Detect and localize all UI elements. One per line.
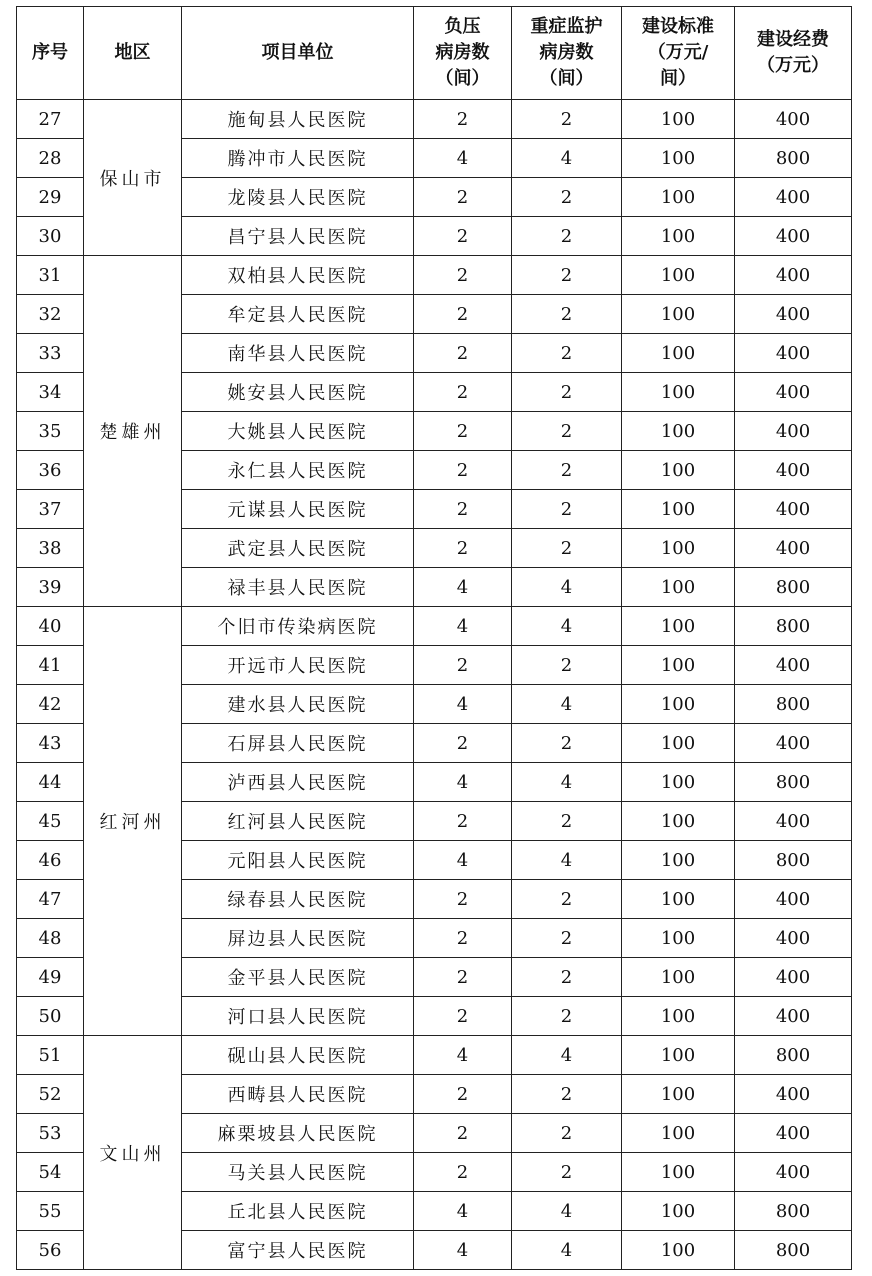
cell-serial: 51 [17, 1036, 84, 1075]
cell-unit: 腾冲市人民医院 [182, 139, 414, 178]
cell-funds: 800 [735, 1036, 852, 1075]
cell-icu-rooms: 2 [512, 646, 622, 685]
cell-negative-pressure-rooms: 2 [414, 880, 512, 919]
header-line: （万元） [757, 55, 829, 76]
cell-icu-rooms: 4 [512, 568, 622, 607]
cell-serial: 37 [17, 490, 84, 529]
cell-funds: 400 [735, 1114, 852, 1153]
cell-funds: 400 [735, 490, 852, 529]
cell-unit: 红河县人民医院 [182, 802, 414, 841]
cell-negative-pressure-rooms: 2 [414, 490, 512, 529]
cell-negative-pressure-rooms: 2 [414, 295, 512, 334]
cell-serial: 29 [17, 178, 84, 217]
cell-funds: 400 [735, 880, 852, 919]
cell-region: 文山州 [84, 1036, 182, 1270]
cell-serial: 55 [17, 1192, 84, 1231]
cell-funds: 800 [735, 1231, 852, 1270]
cell-negative-pressure-rooms: 2 [414, 451, 512, 490]
cell-negative-pressure-rooms: 2 [414, 178, 512, 217]
cell-standard: 100 [622, 412, 735, 451]
header-line: 重症监护 [530, 16, 603, 37]
cell-serial: 53 [17, 1114, 84, 1153]
cell-unit: 元谋县人民医院 [182, 490, 414, 529]
cell-standard: 100 [622, 139, 735, 178]
cell-icu-rooms: 4 [512, 1231, 622, 1270]
cell-serial: 27 [17, 100, 84, 139]
cell-negative-pressure-rooms: 2 [414, 1153, 512, 1192]
cell-icu-rooms: 2 [512, 490, 622, 529]
cell-icu-rooms: 2 [512, 1153, 622, 1192]
cell-icu-rooms: 4 [512, 607, 622, 646]
cell-unit: 河口县人民医院 [182, 997, 414, 1036]
cell-funds: 800 [735, 1192, 852, 1231]
cell-funds: 400 [735, 295, 852, 334]
cell-serial: 42 [17, 685, 84, 724]
cell-unit: 屏边县人民医院 [182, 919, 414, 958]
cell-serial: 45 [17, 802, 84, 841]
cell-icu-rooms: 2 [512, 958, 622, 997]
cell-icu-rooms: 2 [512, 373, 622, 412]
cell-serial: 50 [17, 997, 84, 1036]
cell-standard: 100 [622, 295, 735, 334]
cell-standard: 100 [622, 1075, 735, 1114]
cell-serial: 38 [17, 529, 84, 568]
cell-funds: 400 [735, 256, 852, 295]
cell-standard: 100 [622, 1153, 735, 1192]
header-line: 建设标准 [642, 16, 714, 37]
cell-icu-rooms: 2 [512, 451, 622, 490]
cell-funds: 400 [735, 724, 852, 763]
cell-serial: 47 [17, 880, 84, 919]
cell-unit: 大姚县人民医院 [182, 412, 414, 451]
cell-unit: 牟定县人民医院 [182, 295, 414, 334]
cell-funds: 400 [735, 217, 852, 256]
table-body [17, 100, 852, 1270]
cell-standard: 100 [622, 1192, 735, 1231]
col-header-negative-pressure-rooms [414, 7, 512, 100]
cell-icu-rooms: 4 [512, 763, 622, 802]
header-line: 建设经费 [757, 29, 829, 50]
cell-unit: 富宁县人民医院 [182, 1231, 414, 1270]
cell-funds: 800 [735, 568, 852, 607]
cell-icu-rooms: 4 [512, 685, 622, 724]
cell-negative-pressure-rooms: 4 [414, 1231, 512, 1270]
col-header-construction-funds [735, 7, 852, 100]
col-header-serial [17, 7, 84, 100]
cell-negative-pressure-rooms: 2 [414, 1114, 512, 1153]
col-header-unit [182, 7, 414, 100]
cell-unit: 开远市人民医院 [182, 646, 414, 685]
cell-serial: 48 [17, 919, 84, 958]
cell-unit: 个旧市传染病医院 [182, 607, 414, 646]
cell-region: 红河州 [84, 607, 182, 1036]
cell-unit: 施甸县人民医院 [182, 100, 414, 139]
header-line: 间） [660, 68, 696, 89]
cell-icu-rooms: 2 [512, 802, 622, 841]
cell-region: 楚雄州 [84, 256, 182, 607]
cell-serial: 30 [17, 217, 84, 256]
header-line: 地区 [114, 42, 151, 63]
cell-funds: 400 [735, 334, 852, 373]
cell-serial: 41 [17, 646, 84, 685]
cell-unit: 泸西县人民医院 [182, 763, 414, 802]
cell-unit: 麻栗坡县人民医院 [182, 1114, 414, 1153]
cell-icu-rooms: 2 [512, 178, 622, 217]
cell-standard: 100 [622, 334, 735, 373]
cell-unit: 武定县人民医院 [182, 529, 414, 568]
cell-negative-pressure-rooms: 2 [414, 646, 512, 685]
cell-icu-rooms: 2 [512, 256, 622, 295]
cell-standard: 100 [622, 568, 735, 607]
cell-funds: 800 [735, 139, 852, 178]
table-row [17, 1036, 852, 1075]
cell-negative-pressure-rooms: 4 [414, 568, 512, 607]
header-line: 序号 [32, 42, 68, 63]
header-line: 负压 [444, 16, 481, 37]
cell-negative-pressure-rooms: 2 [414, 1075, 512, 1114]
header-line: 项目单位 [261, 42, 334, 63]
cell-unit: 昌宁县人民医院 [182, 217, 414, 256]
cell-serial: 52 [17, 1075, 84, 1114]
cell-funds: 400 [735, 451, 852, 490]
table-row [17, 256, 852, 295]
cell-negative-pressure-rooms: 4 [414, 841, 512, 880]
cell-negative-pressure-rooms: 2 [414, 529, 512, 568]
cell-serial: 28 [17, 139, 84, 178]
cell-negative-pressure-rooms: 4 [414, 607, 512, 646]
cell-funds: 400 [735, 802, 852, 841]
cell-icu-rooms: 4 [512, 1192, 622, 1231]
cell-icu-rooms: 2 [512, 919, 622, 958]
cell-serial: 40 [17, 607, 84, 646]
table-row [17, 100, 852, 139]
cell-standard: 100 [622, 529, 735, 568]
cell-standard: 100 [622, 997, 735, 1036]
cell-funds: 400 [735, 412, 852, 451]
cell-serial: 34 [17, 373, 84, 412]
cell-standard: 100 [622, 880, 735, 919]
cell-icu-rooms: 2 [512, 217, 622, 256]
header-line: 病房数 [539, 42, 594, 63]
cell-unit: 砚山县人民医院 [182, 1036, 414, 1075]
cell-funds: 400 [735, 1075, 852, 1114]
col-header-icu-rooms [512, 7, 622, 100]
cell-region: 保山市 [84, 100, 182, 256]
cell-standard: 100 [622, 256, 735, 295]
cell-funds: 400 [735, 646, 852, 685]
cell-unit: 石屏县人民医院 [182, 724, 414, 763]
cell-icu-rooms: 4 [512, 139, 622, 178]
header-line: （间） [539, 68, 594, 89]
cell-negative-pressure-rooms: 2 [414, 100, 512, 139]
cell-unit: 金平县人民医院 [182, 958, 414, 997]
cell-funds: 400 [735, 529, 852, 568]
cell-negative-pressure-rooms: 2 [414, 997, 512, 1036]
cell-funds: 400 [735, 958, 852, 997]
cell-serial: 39 [17, 568, 84, 607]
cell-funds: 800 [735, 841, 852, 880]
cell-funds: 400 [735, 919, 852, 958]
table-row [17, 607, 852, 646]
cell-standard: 100 [622, 1231, 735, 1270]
cell-serial: 36 [17, 451, 84, 490]
cell-negative-pressure-rooms: 4 [414, 139, 512, 178]
cell-icu-rooms: 2 [512, 100, 622, 139]
hospital-funding-table [16, 6, 852, 1270]
cell-standard: 100 [622, 1114, 735, 1153]
table-header-row [17, 7, 852, 100]
cell-serial: 44 [17, 763, 84, 802]
cell-icu-rooms: 2 [512, 724, 622, 763]
cell-serial: 54 [17, 1153, 84, 1192]
cell-standard: 100 [622, 100, 735, 139]
cell-unit: 南华县人民医院 [182, 334, 414, 373]
cell-standard: 100 [622, 685, 735, 724]
cell-icu-rooms: 2 [512, 412, 622, 451]
cell-unit: 元阳县人民医院 [182, 841, 414, 880]
cell-standard: 100 [622, 802, 735, 841]
cell-funds: 400 [735, 997, 852, 1036]
header-line: 病房数 [435, 42, 490, 63]
cell-unit: 双柏县人民医院 [182, 256, 414, 295]
cell-serial: 43 [17, 724, 84, 763]
cell-standard: 100 [622, 490, 735, 529]
cell-standard: 100 [622, 919, 735, 958]
cell-negative-pressure-rooms: 2 [414, 919, 512, 958]
col-header-construction-standard [622, 7, 735, 100]
cell-unit: 马关县人民医院 [182, 1153, 414, 1192]
cell-standard: 100 [622, 724, 735, 763]
cell-unit: 绿春县人民医院 [182, 880, 414, 919]
cell-unit: 永仁县人民医院 [182, 451, 414, 490]
cell-icu-rooms: 4 [512, 1036, 622, 1075]
cell-funds: 400 [735, 373, 852, 412]
cell-negative-pressure-rooms: 4 [414, 763, 512, 802]
cell-negative-pressure-rooms: 4 [414, 685, 512, 724]
cell-negative-pressure-rooms: 4 [414, 1036, 512, 1075]
cell-unit: 西畴县人民医院 [182, 1075, 414, 1114]
cell-funds: 400 [735, 100, 852, 139]
cell-negative-pressure-rooms: 2 [414, 412, 512, 451]
header-line: （间） [435, 68, 490, 89]
cell-funds: 800 [735, 763, 852, 802]
cell-standard: 100 [622, 451, 735, 490]
cell-standard: 100 [622, 217, 735, 256]
cell-unit: 禄丰县人民医院 [182, 568, 414, 607]
cell-standard: 100 [622, 1036, 735, 1075]
cell-icu-rooms: 2 [512, 334, 622, 373]
cell-standard: 100 [622, 607, 735, 646]
cell-unit: 龙陵县人民医院 [182, 178, 414, 217]
header-line: （万元/ [647, 42, 709, 63]
cell-standard: 100 [622, 763, 735, 802]
cell-negative-pressure-rooms: 2 [414, 724, 512, 763]
cell-unit: 丘北县人民医院 [182, 1192, 414, 1231]
cell-negative-pressure-rooms: 2 [414, 958, 512, 997]
cell-serial: 46 [17, 841, 84, 880]
cell-negative-pressure-rooms: 2 [414, 802, 512, 841]
cell-funds: 800 [735, 607, 852, 646]
cell-standard: 100 [622, 841, 735, 880]
cell-negative-pressure-rooms: 2 [414, 217, 512, 256]
cell-icu-rooms: 2 [512, 1075, 622, 1114]
cell-serial: 31 [17, 256, 84, 295]
cell-unit: 姚安县人民医院 [182, 373, 414, 412]
cell-negative-pressure-rooms: 2 [414, 373, 512, 412]
cell-standard: 100 [622, 373, 735, 412]
cell-serial: 56 [17, 1231, 84, 1270]
cell-icu-rooms: 2 [512, 295, 622, 334]
cell-funds: 400 [735, 178, 852, 217]
cell-serial: 49 [17, 958, 84, 997]
cell-icu-rooms: 2 [512, 529, 622, 568]
cell-funds: 800 [735, 685, 852, 724]
cell-icu-rooms: 2 [512, 1114, 622, 1153]
col-header-region [84, 7, 182, 100]
cell-icu-rooms: 2 [512, 880, 622, 919]
cell-standard: 100 [622, 646, 735, 685]
cell-serial: 35 [17, 412, 84, 451]
cell-funds: 400 [735, 1153, 852, 1192]
cell-negative-pressure-rooms: 2 [414, 334, 512, 373]
cell-serial: 32 [17, 295, 84, 334]
cell-unit: 建水县人民医院 [182, 685, 414, 724]
cell-serial: 33 [17, 334, 84, 373]
cell-icu-rooms: 4 [512, 841, 622, 880]
cell-negative-pressure-rooms: 4 [414, 1192, 512, 1231]
cell-icu-rooms: 2 [512, 997, 622, 1036]
cell-standard: 100 [622, 178, 735, 217]
cell-standard: 100 [622, 958, 735, 997]
cell-negative-pressure-rooms: 2 [414, 256, 512, 295]
